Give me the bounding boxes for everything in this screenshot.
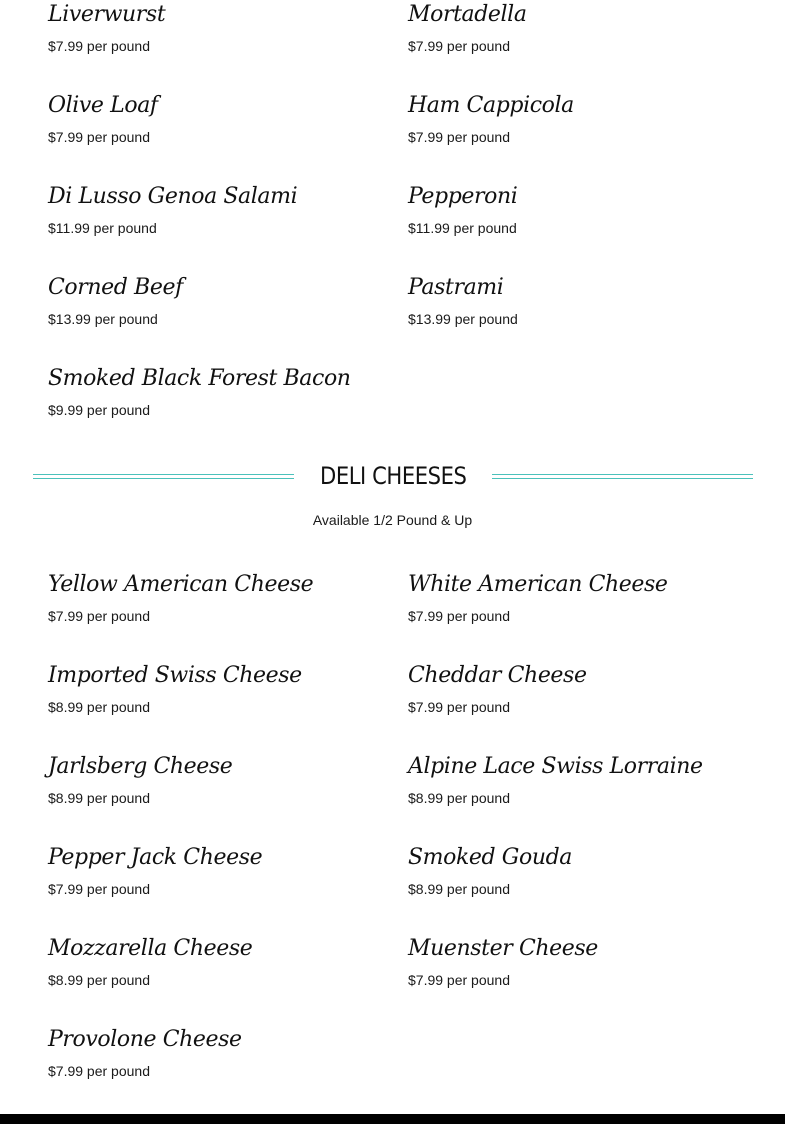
deli-cheeses-list: [48, 571, 768, 1117]
menu-item-price: $7.99 per pound: [408, 129, 510, 145]
menu-item: [408, 1, 768, 92]
menu-item-price: $7.99 per pound: [408, 38, 510, 54]
menu-item-name: Mozzarella Cheese: [48, 936, 253, 961]
menu-item: [408, 844, 768, 935]
menu-item-name: Imported Swiss Cheese: [48, 663, 302, 688]
deli-meats-list: [48, 1, 768, 456]
menu-item-name: Smoked Black Forest Bacon: [48, 366, 351, 391]
menu-item: [48, 1026, 408, 1117]
menu-item: [48, 183, 408, 274]
section-header: [33, 458, 753, 494]
menu-item-price: $7.99 per pound: [48, 1063, 150, 1079]
menu-item-price: $8.99 per pound: [408, 881, 510, 897]
menu-item-name: Di Lusso Genoa Salami: [48, 184, 298, 209]
menu-item: [48, 365, 408, 456]
menu-item-name: Ham Cappicola: [408, 93, 574, 118]
menu-item: [48, 753, 408, 844]
menu-item: [408, 935, 768, 1026]
menu-item-price: $8.99 per pound: [48, 699, 150, 715]
menu-item-name: White American Cheese: [408, 572, 668, 597]
menu-item-name: Pepper Jack Cheese: [48, 845, 263, 870]
menu-item-price: $13.99 per pound: [48, 311, 158, 327]
menu-item: [408, 274, 768, 365]
menu-item-price: $11.99 per pound: [408, 220, 517, 236]
menu-item: [48, 571, 408, 662]
divider-left: [33, 474, 294, 479]
menu-item-price: $8.99 per pound: [48, 972, 150, 988]
menu-item-name: Muenster Cheese: [408, 936, 598, 961]
menu-item-name: Jarlsberg Cheese: [48, 754, 233, 779]
menu-item-price: $7.99 per pound: [48, 881, 150, 897]
menu-item: [408, 183, 768, 274]
menu-item: [48, 1, 408, 92]
menu-item-name: Olive Loaf: [48, 93, 158, 118]
menu-item-name: Cheddar Cheese: [408, 663, 587, 688]
menu-item-price: $7.99 per pound: [48, 38, 150, 54]
menu-item: [408, 571, 768, 662]
menu-item: [408, 662, 768, 753]
menu-item-name: Pastrami: [408, 275, 504, 300]
menu-item-name: Smoked Gouda: [408, 845, 572, 870]
menu-item-price: $11.99 per pound: [48, 220, 157, 236]
menu-item-price: $7.99 per pound: [408, 972, 510, 988]
footer-bar: [0, 1114, 785, 1124]
menu-item: [48, 662, 408, 753]
menu-item: [408, 753, 768, 844]
menu-item-name: Yellow American Cheese: [48, 572, 314, 597]
menu-item-name: Pepperoni: [408, 184, 518, 209]
menu-item-name: Alpine Lace Swiss Lorraine: [408, 754, 703, 779]
section-title: DELI CHEESES: [319, 462, 467, 490]
divider-right: [492, 474, 753, 479]
menu-item-price: $13.99 per pound: [408, 311, 518, 327]
menu-item-price: $7.99 per pound: [48, 608, 150, 624]
menu-item-name: Mortadella: [408, 2, 527, 27]
menu-item-name: Corned Beef: [48, 275, 183, 300]
section-subtitle: Available 1/2 Pound & Up: [312, 512, 473, 528]
menu-item-price: $7.99 per pound: [408, 608, 510, 624]
menu-item-name: Provolone Cheese: [48, 1027, 242, 1052]
menu-item: [408, 92, 768, 183]
menu-item-price: $7.99 per pound: [48, 129, 150, 145]
menu-item-price: $8.99 per pound: [408, 790, 510, 806]
menu-item: [48, 935, 408, 1026]
menu-item: [48, 274, 408, 365]
menu-item-price: $9.99 per pound: [48, 402, 150, 418]
menu-item: [48, 92, 408, 183]
menu-item: [48, 844, 408, 935]
menu-item-price: $7.99 per pound: [408, 699, 510, 715]
menu-item-name: Liverwurst: [48, 2, 166, 27]
menu-item-price: $8.99 per pound: [48, 790, 150, 806]
